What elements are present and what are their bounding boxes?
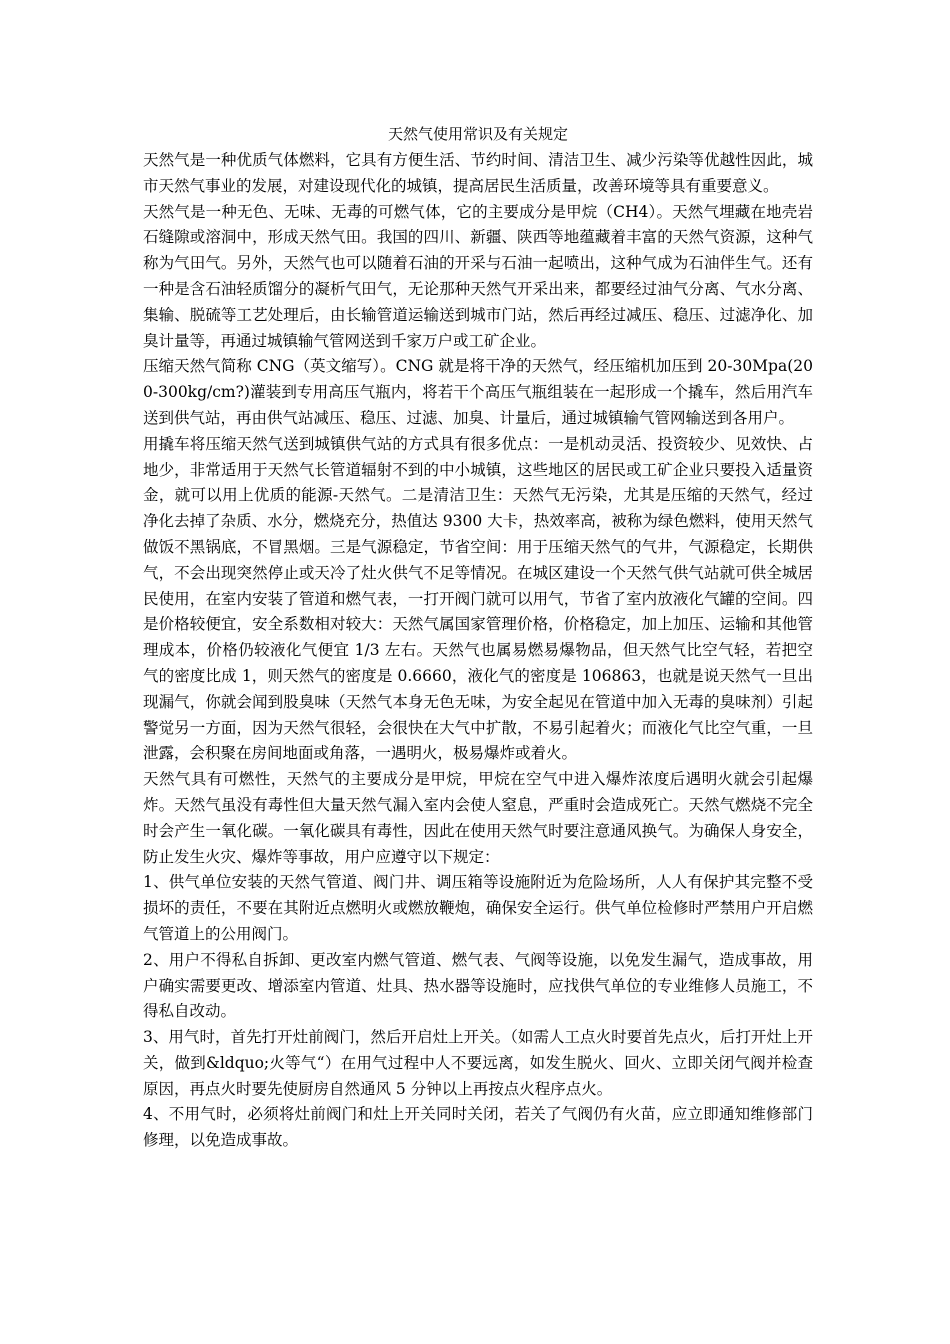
- rule-item-3: 3、用气时，首先打开灶前阀门，然后开启灶上开关。（如需人工点火时要首先点火，后打开灶上开关，做到&ldquo;火等气“）在用气过程中人不要远离，如发生脱火、回火、立即关闭气阀并检查原因，再点火时要先使厨房自然通风 5 分钟以上再按点火程序点火。: [143, 1028, 813, 1098]
- rule-item-4: 4、不用气时，必须将灶前阀门和灶上开关同时关闭，若关了气阀仍有火苗，应立即通知维修部门修理，以免造成事故。: [143, 1105, 813, 1150]
- paragraph-cng: 压缩天然气简称 CNG（英文缩写）。CNG 就是将干净的天然气，经压缩机加压到 20-30Mpa(200-300kg/cm?)灌装到专用高压气瓶内，将若干个高压气瓶组装在一起形成一个撬车，然后用汽车送到供气站，再由供气站减压、稳压、过滤、加臭、计量后，通过城镇输气管网输送到各用户。: [143, 357, 813, 427]
- paragraph-safety: 天然气具有可燃性，天然气的主要成分是甲烷，甲烷在空气中进入爆炸浓度后遇明火就会引起爆炸。天然气虽没有毒性但大量天然气漏入室内会使人窒息，严重时会造成死亡。天然气燃烧不完全时会产生一氧化碳。一氧化碳具有毒性，因此在使用天然气时要注意通风换气。为确保人身安全，防止发生火灾、爆炸等事故，用户应遵守以下规定：: [143, 770, 813, 866]
- document-page: [143, 122, 813, 1154]
- paragraph-intro: 天然气是一种优质气体燃料，它具有方便生活、节约时间、清洁卫生、减少污染等优越性因此，城市天然气事业的发展，对建设现代化的城镇，提高居民生活质量，改善环境等具有重要意义。: [143, 151, 813, 195]
- paragraph-advantages: 用撬车将压缩天然气送到城镇供气站的方式具有很多优点：一是机动灵活、投资较少、见效快、占地少，非常适用于天然气长管道辐射不到的中小城镇，这些地区的居民或工矿企业只要投入适量资金，就可以用上优质的能源-天然气。二是清洁卫生：天然气无污染，尤其是压缩的天然气，经过净化去掉了杂质、水分，燃烧充分，热值达 9300 大卡，热效率高，被称为绿色燃料，使用天然气做饭不黑锅底，不冒黑烟。三是气源稳定，节省空间：用于压缩天然气的气井，气源稳定，长期供气，不会出现突然停止或天冷了灶火供气不足等情况。在城区建设一个天然气供气站就可供全城居民使用，在室内安装了管道和燃气表，一打开阀门就可以用气，节省了室内放液化气罐的空间。四是价格较便宜，安全系数相对较大：天然气属国家管理价格，价格稳定，加上加压、运输和其他管理成本，价格仍较液化气便宜 1/3 左右。天然气也属易燃易爆物品，但天然气比空气轻，若把空气的密度比成 1，则天然气的密度是 0.6660，液化气的密度是 106863，也就是说天然气一旦出现漏气，你就会闻到股臭味（天然气本身无色无味，为安全起见在管道中加入无毒的臭味剂）引起警觉另一方面，因为天然气很轻，会很快在大气中扩散，不易引起着火；而液化气比空气重，一旦泄露，会积聚在房间地面或角落，一遇明火，极易爆炸或着火。: [143, 434, 813, 763]
- rule-item-1: 1、供气单位安装的天然气管道、阀门井、调压箱等设施附近为危险场所，人人有保护其完整不受损坏的责任，不要在其附近点燃明火或燃放鞭炮，确保安全运行。供气单位检修时严禁用户开启燃气管道上的公用阀门。: [143, 873, 813, 943]
- document-title: 天然气使用常识及有关规定: [387, 125, 568, 143]
- rule-item-2: 2、用户不得私自拆卸、更改室内燃气管道、燃气表、气阀等设施，以免发生漏气，造成事故，用户确实需要更改、增添室内管道、灶具、热水器等设施时，应找供气单位的专业维修人员施工，不得私自改动。: [143, 950, 813, 1021]
- paragraph-composition: 天然气是一种无色、无味、无毒的可燃气体，它的主要成分是甲烷（CH4）。天然气埋藏在地壳岩石缝隙或溶洞中，形成天然气田。我国的四川、新疆、陕西等地蕴藏着丰富的天然气资源，这种气称为气田气。另外，天然气也可以随着石油的开采与石油一起喷出，这种气成为石油伴生气。还有一种是含石油轻质馏分的凝析气田气，无论那种天然气开采出来，都要经过油气分离、气水分离、集输、脱硫等工艺处理后，由长输管道运输送到城市门站，然后再经过减压、稳压、过滤净化、加臭计量等，再通过城镇输气管网送到千家万户或工矿企业。: [143, 202, 813, 350]
